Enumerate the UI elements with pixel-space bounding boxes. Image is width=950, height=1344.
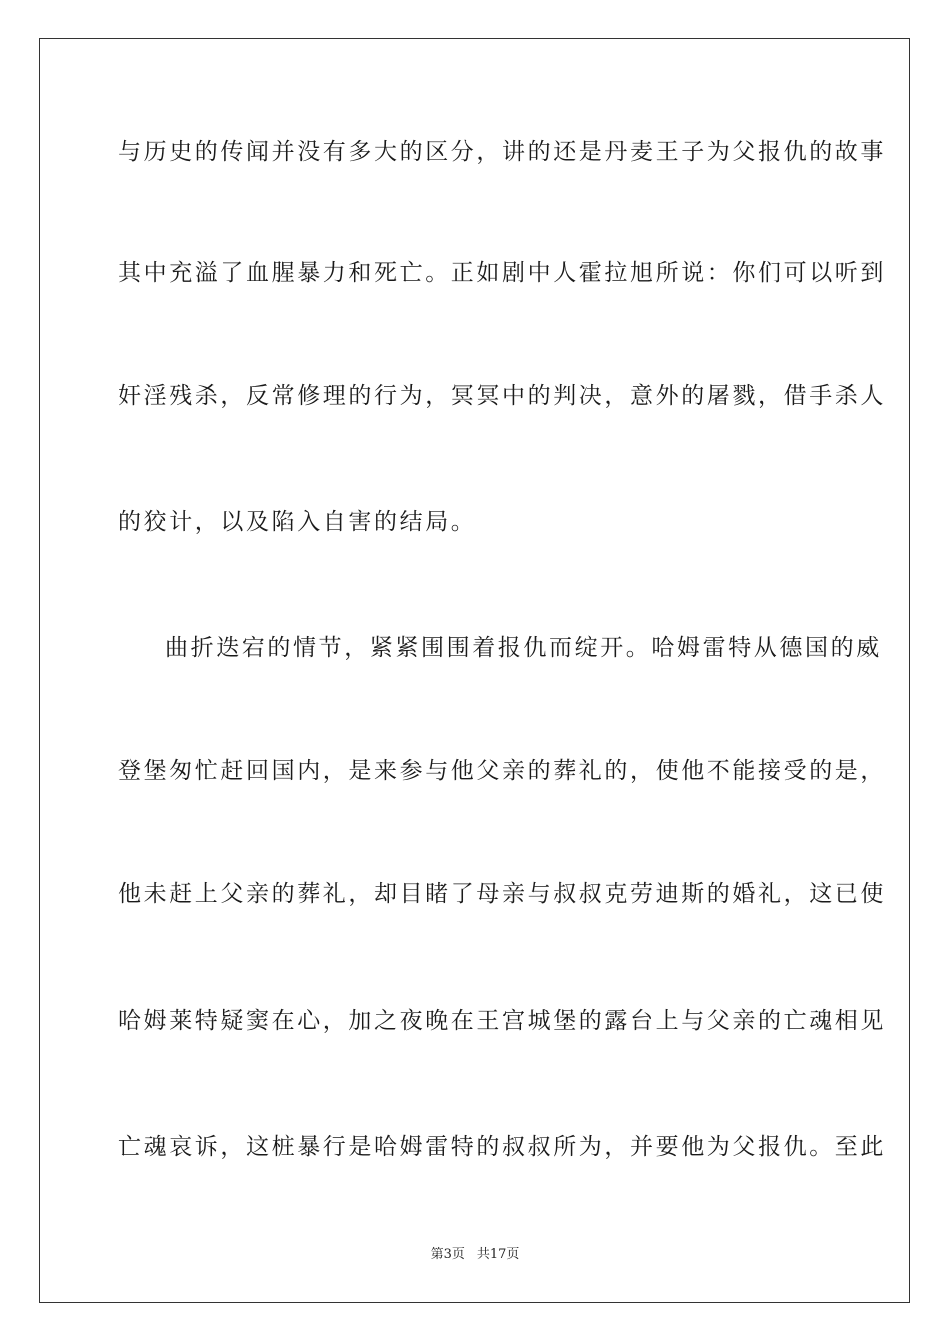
- body-text-line: 他未赶上父亲的葬礼，却目睹了母亲与叔叔克劳迪斯的婚礼，这已使: [118, 881, 886, 907]
- body-text-line: 亡魂哀诉，这桩暴行是哈姆雷特的叔叔所为，并要他为父报仇。至此: [118, 1134, 886, 1160]
- body-text-line: 与历史的传闻并没有多大的区分，讲的还是丹麦王子为父报仇的故事: [118, 139, 886, 165]
- body-text-line: 登堡匆忙赶回国内，是来参与他父亲的葬礼的，使他不能接受的是，: [118, 758, 886, 784]
- page-number-total: 共17页: [476, 1247, 520, 1262]
- body-text-line: 其中充溢了血腥暴力和死亡。正如剧中人霍拉旭所说：你们可以听到: [118, 260, 886, 286]
- page-border: [39, 38, 910, 1303]
- page-number-current: 第3页: [430, 1247, 465, 1262]
- page-footer: [0, 1246, 950, 1264]
- paragraph-start-line: 曲折迭宕的情节，紧紧围围着报仇而绽开。哈姆雷特从德国的威: [165, 635, 882, 661]
- body-text-line: 的狡计，以及陷入自害的结局。: [118, 509, 477, 535]
- body-text-line: 奸淫残杀，反常修理的行为，冥冥中的判决，意外的屠戮，借手杀人: [118, 383, 886, 409]
- body-text-line: 哈姆莱特疑窦在心，加之夜晚在王宫城堡的露台上与父亲的亡魂相见: [118, 1008, 886, 1034]
